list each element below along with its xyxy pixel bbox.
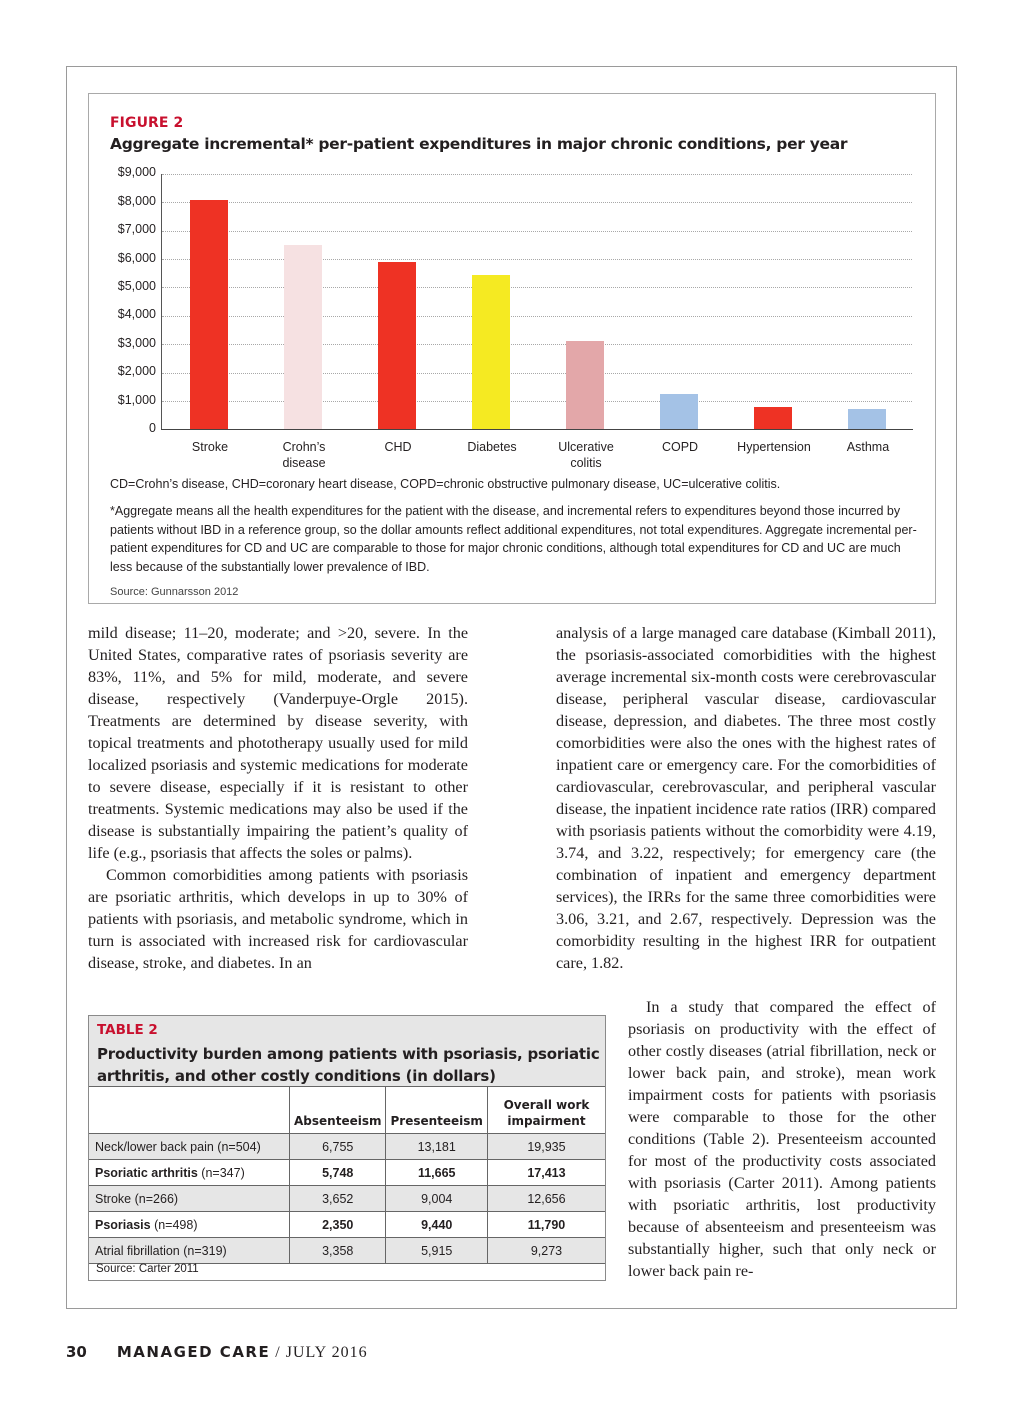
table-source: Source: Carter 2011 <box>96 1263 199 1275</box>
table-label: TABLE 2 <box>97 1022 158 1038</box>
bar-stroke <box>190 200 228 430</box>
productivity-table <box>89 1087 605 1264</box>
y-tick: 0 <box>149 421 156 435</box>
cell-presenteeism: 9,440 <box>386 1212 487 1238</box>
cell-overall: 9,273 <box>487 1238 605 1264</box>
gridline <box>162 344 912 345</box>
cell-presenteeism: 11,665 <box>386 1160 487 1186</box>
cell-overall: 19,935 <box>487 1134 605 1160</box>
x-label-crohns: Crohn’s disease <box>282 440 326 470</box>
page-footer <box>66 1343 368 1362</box>
cell-overall: 12,656 <box>487 1186 605 1212</box>
x-label-stroke: Stroke <box>191 440 229 454</box>
gridline <box>162 401 912 402</box>
figure-abbreviations: CD=Crohn’s disease, CHD=coronary heart disease, COPD=chronic obstructive pulmonary disease, UC=ulcerative colitis. <box>110 477 781 491</box>
cell-absenteeism: 5,748 <box>290 1160 386 1186</box>
column-header-presenteeism: Presenteeism <box>386 1087 487 1134</box>
column-header-overall: Overall work impairment <box>487 1087 605 1134</box>
bar-copd <box>660 394 698 429</box>
figure-2 <box>88 93 936 604</box>
figure-footnote: *Aggregate means all the health expenditures for the patient with the disease, and incremental refers to expenditures beyond those incurred by patients without IBD in a reference group, so the dollar amounts reflect additional expenditures, not total expenditures. Aggregate incremental per-patient expenditures for CD and UC are comparable to those for major chronic conditions, although total expenditures for CD and UC are much less because of the substantially lower prevalence of IBD. <box>110 504 917 574</box>
body-column-left <box>88 622 468 974</box>
cell-overall: 17,413 <box>487 1160 605 1186</box>
body-column-right <box>556 622 936 974</box>
row-label: Atrial fibrillation (n=319) <box>89 1238 290 1264</box>
cell-presenteeism: 5,915 <box>386 1238 487 1264</box>
y-tick: $9,000 <box>117 165 156 179</box>
x-label-diabetes: Diabetes <box>467 440 517 454</box>
y-tick: $5,000 <box>117 279 156 293</box>
body-column-right-lower <box>628 996 936 1282</box>
y-axis <box>161 174 162 430</box>
gridline <box>162 373 912 374</box>
cell-absenteeism: 3,652 <box>290 1186 386 1212</box>
bar-diabetes <box>472 275 510 429</box>
body-paragraph: In a study that compared the effect of psoriasis on productivity with the effect of other costly diseases (atrial fibrillation, neck or lower back pain, and stroke), mean work impairment costs for patients with psoriasis were comparable to those for the other conditions (Table 2). Presenteeism accounted for most of the productivity costs associated with psoriasis (Carter 2011). Among patients with psoriatic arthritis, lost productivity because of absenteeism and presenteeism was substantially higher, such that only neck or lower back pain re- <box>628 998 936 1280</box>
bar-chd <box>378 262 416 429</box>
y-tick: $6,000 <box>117 251 156 265</box>
gridline <box>162 202 912 203</box>
x-label-copd: COPD <box>661 440 699 454</box>
row-label: Stroke (n=266) <box>89 1186 290 1212</box>
gridline <box>162 231 912 232</box>
figure-label: FIGURE 2 <box>110 115 184 131</box>
table-row <box>89 1238 605 1264</box>
issue-date: JULY 2016 <box>285 1344 368 1361</box>
x-label-hypertension: Hypertension <box>737 440 811 454</box>
cell-absenteeism: 6,755 <box>290 1134 386 1160</box>
table-2 <box>88 1015 606 1281</box>
table-row <box>89 1186 605 1212</box>
cell-absenteeism: 3,358 <box>290 1238 386 1264</box>
bar-asthma <box>848 409 886 429</box>
y-axis-ticks <box>94 94 156 494</box>
y-tick: $7,000 <box>117 222 156 236</box>
table-row <box>89 1134 605 1160</box>
cell-absenteeism: 2,350 <box>290 1212 386 1238</box>
column-header-absenteeism: Absenteeism <box>290 1087 386 1134</box>
gridline <box>162 287 912 288</box>
cell-presenteeism: 9,004 <box>386 1186 487 1212</box>
y-tick: $3,000 <box>117 336 156 350</box>
gridline <box>162 174 912 175</box>
gridline <box>162 259 912 260</box>
bar-hypertension <box>754 407 792 429</box>
y-tick: $1,000 <box>117 393 156 407</box>
column-header <box>89 1087 290 1134</box>
x-axis <box>161 429 913 430</box>
figure-title: Aggregate incremental* per-patient expenditures in major chronic conditions, per year <box>110 135 848 153</box>
page-number: 30 <box>66 1343 87 1361</box>
figure-source: Source: Gunnarsson 2012 <box>110 586 239 598</box>
table-row <box>89 1212 605 1238</box>
table-header <box>89 1016 605 1087</box>
cell-overall: 11,790 <box>487 1212 605 1238</box>
body-paragraph: analysis of a large managed care database (Kimball 2011), the psoriasis-associated comorbidities with the highest average incremental six-month costs were cerebrovascular disease, peripheral vascular disease, cardiovascular disease, depression, and diabetes. The three most costly comorbidities were also the ones with the highest rates of inpatient care or emergency care. For the comorbidities of cardiovascular, cerebrovascular, and peripheral vascular disease, the inpatient incidence rate ratios (IRR) compared with psoriasis patients without the comorbidity were 4.19, 3.74, and 3.22, respectively; for emergency care (the combination of inpatient and emergency department services), the IRRs for the same three comorbidities were 3.06, 3.21, and 2.67, respectively. Depression was the comorbidity resulting in the highest IRR for outpatient care, 1.82. <box>556 624 936 972</box>
bar-crohn-s-disease <box>284 245 322 429</box>
y-tick: $8,000 <box>117 194 156 208</box>
x-label-ulcerative-colitis: Ulcerative colitis <box>558 440 614 470</box>
footer-separator: / <box>270 1344 286 1361</box>
magazine-name: MANAGED CARE <box>116 1343 271 1361</box>
body-paragraph: mild disease; 11–20, moderate; and >20, severe. In the United States, comparative rates of psoriasis severity are 83%, 11%, and 5% for mild, moderate, and severe disease, respectively (Vanderpuye-Orgle 2015). Treatments are determined by disease severity, with topical treatments and phototherapy usually used for mild localized psoriasis and systemic medications for moderate to severe disease, especially if it is resistant to other treatments. Systemic medications may also be used if the disease is substantially impairing the patient’s quality of life (e.g., psoriasis that affects the soles or palms). <box>88 624 468 862</box>
y-tick: $4,000 <box>117 307 156 321</box>
row-label: Psoriatic arthritis (n=347) <box>89 1160 290 1186</box>
bar-ulcerative-colitis <box>566 341 604 429</box>
body-paragraph: Common comorbidities among patients with psoriasis are psoriatic arthritis, which develops in up to 30% of patients with psoriasis, and metabolic syndrome, which in turn is associated with increased risk for cardiovascular disease, stroke, and diabetes. In an <box>88 866 468 972</box>
table-title: Productivity burden among patients with psoriasis, psoriatic arthritis, and other costly conditions (in dollars) <box>97 1045 600 1085</box>
x-label-chd: CHD <box>384 440 412 454</box>
table-row <box>89 1160 605 1186</box>
row-label: Psoriasis (n=498) <box>89 1212 290 1238</box>
bar-chart <box>89 94 937 494</box>
gridline <box>162 316 912 317</box>
x-label-asthma: Asthma <box>846 440 890 454</box>
cell-presenteeism: 13,181 <box>386 1134 487 1160</box>
y-tick: $2,000 <box>117 364 156 378</box>
row-label: Neck/lower back pain (n=504) <box>89 1134 290 1160</box>
